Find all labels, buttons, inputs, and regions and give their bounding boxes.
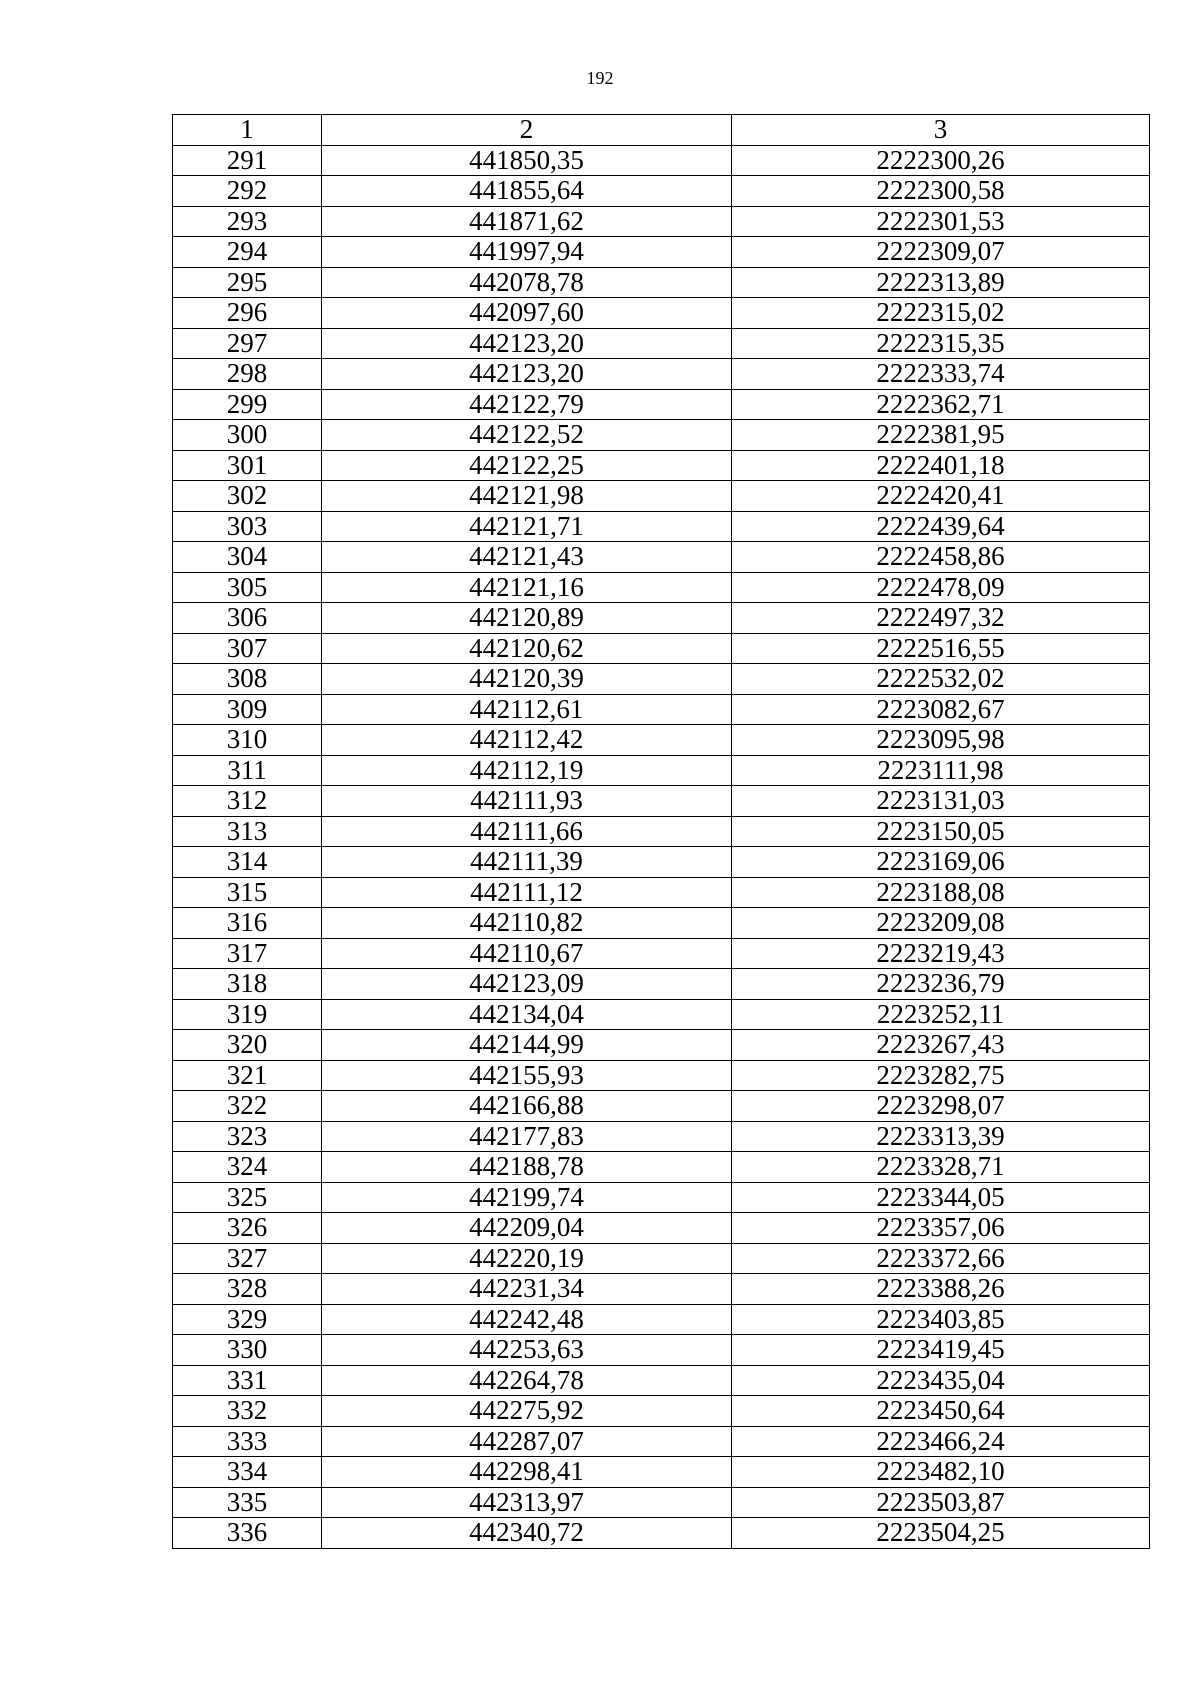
coordinate-x-cell: 442110,67 xyxy=(322,938,732,969)
point-number-cell: 298 xyxy=(173,359,322,390)
table-row xyxy=(173,1152,1150,1183)
table-row xyxy=(173,1426,1150,1457)
point-number-cell: 327 xyxy=(173,1243,322,1274)
table-row xyxy=(173,267,1150,298)
coordinate-x-cell: 442134,04 xyxy=(322,999,732,1030)
page-number: 192 xyxy=(586,68,614,88)
coordinate-x-cell: 442166,88 xyxy=(322,1091,732,1122)
table-row xyxy=(173,908,1150,939)
point-number-cell: 293 xyxy=(173,206,322,237)
table-row xyxy=(173,1091,1150,1122)
table-row xyxy=(173,1182,1150,1213)
coordinate-y-cell: 2223435,04 xyxy=(732,1365,1150,1396)
table-row xyxy=(173,1243,1150,1274)
coordinate-x-cell: 442120,89 xyxy=(322,603,732,634)
coordinate-y-cell: 2223131,03 xyxy=(732,786,1150,817)
table-row xyxy=(173,1213,1150,1244)
point-number-cell: 324 xyxy=(173,1152,322,1183)
coordinate-x-cell: 442144,99 xyxy=(322,1030,732,1061)
coordinate-x-cell: 442112,19 xyxy=(322,755,732,786)
point-number-cell: 323 xyxy=(173,1121,322,1152)
coordinate-x-cell: 442121,98 xyxy=(322,481,732,512)
table-row xyxy=(173,389,1150,420)
coordinate-y-cell: 2222381,95 xyxy=(732,420,1150,451)
point-number-cell: 330 xyxy=(173,1335,322,1366)
point-number-cell: 317 xyxy=(173,938,322,969)
point-number-cell: 316 xyxy=(173,908,322,939)
coordinate-x-cell: 442209,04 xyxy=(322,1213,732,1244)
coordinate-x-cell: 442122,79 xyxy=(322,389,732,420)
point-number-cell: 313 xyxy=(173,816,322,847)
point-number-cell: 332 xyxy=(173,1396,322,1427)
point-number-cell: 326 xyxy=(173,1213,322,1244)
coordinate-x-cell: 442242,48 xyxy=(322,1304,732,1335)
point-number-cell: 306 xyxy=(173,603,322,634)
coordinate-y-cell: 2223095,98 xyxy=(732,725,1150,756)
coordinate-x-cell: 442123,20 xyxy=(322,328,732,359)
coordinate-y-cell: 2223313,39 xyxy=(732,1121,1150,1152)
coordinate-y-cell: 2223344,05 xyxy=(732,1182,1150,1213)
point-number-cell: 310 xyxy=(173,725,322,756)
table-row xyxy=(173,1365,1150,1396)
coordinate-y-cell: 2223403,85 xyxy=(732,1304,1150,1335)
table-row xyxy=(173,1060,1150,1091)
table-row xyxy=(173,328,1150,359)
point-number-cell: 296 xyxy=(173,298,322,329)
coordinate-x-cell: 442220,19 xyxy=(322,1243,732,1274)
point-number-cell: 328 xyxy=(173,1274,322,1305)
table-row xyxy=(173,969,1150,1000)
coordinate-y-cell: 2223188,08 xyxy=(732,877,1150,908)
coordinate-x-cell: 442298,41 xyxy=(322,1457,732,1488)
coordinate-x-cell: 442121,16 xyxy=(322,572,732,603)
table-row xyxy=(173,999,1150,1030)
table-row xyxy=(173,1518,1150,1549)
table-row xyxy=(173,542,1150,573)
coordinate-y-cell: 2223503,87 xyxy=(732,1487,1150,1518)
coordinate-y-cell: 2222532,02 xyxy=(732,664,1150,695)
point-number-cell: 299 xyxy=(173,389,322,420)
coordinate-x-cell: 442287,07 xyxy=(322,1426,732,1457)
table-row xyxy=(173,938,1150,969)
coordinate-x-cell: 442275,92 xyxy=(322,1396,732,1427)
point-number-cell: 334 xyxy=(173,1457,322,1488)
table-row xyxy=(173,176,1150,207)
table-row xyxy=(173,1457,1150,1488)
point-number-cell: 335 xyxy=(173,1487,322,1518)
coordinate-x-cell: 442111,39 xyxy=(322,847,732,878)
coordinate-y-cell: 2222516,55 xyxy=(732,633,1150,664)
coordinate-x-cell: 442253,63 xyxy=(322,1335,732,1366)
coordinate-x-cell: 442122,52 xyxy=(322,420,732,451)
table-row xyxy=(173,755,1150,786)
point-number-cell: 292 xyxy=(173,176,322,207)
table-row xyxy=(173,1030,1150,1061)
point-number-cell: 294 xyxy=(173,237,322,268)
coordinate-y-cell: 2223419,45 xyxy=(732,1335,1150,1366)
coordinate-y-cell: 2222300,58 xyxy=(732,176,1150,207)
coordinate-y-cell: 2223466,24 xyxy=(732,1426,1150,1457)
coordinate-y-cell: 2223236,79 xyxy=(732,969,1150,1000)
coordinate-x-cell: 442188,78 xyxy=(322,1152,732,1183)
coordinate-y-cell: 2223267,43 xyxy=(732,1030,1150,1061)
point-number-cell: 291 xyxy=(173,145,322,176)
coordinate-y-cell: 2222315,35 xyxy=(732,328,1150,359)
coordinate-x-cell: 442121,43 xyxy=(322,542,732,573)
coordinate-y-cell: 2222401,18 xyxy=(732,450,1150,481)
point-number-cell: 308 xyxy=(173,664,322,695)
point-number-cell: 325 xyxy=(173,1182,322,1213)
coordinate-x-cell: 442231,34 xyxy=(322,1274,732,1305)
table-row xyxy=(173,450,1150,481)
point-number-cell: 320 xyxy=(173,1030,322,1061)
coordinate-y-cell: 2223298,07 xyxy=(732,1091,1150,1122)
coordinate-x-cell: 442097,60 xyxy=(322,298,732,329)
coordinate-y-cell: 2223357,06 xyxy=(732,1213,1150,1244)
coordinate-x-cell: 442123,09 xyxy=(322,969,732,1000)
point-number-cell: 315 xyxy=(173,877,322,908)
table-row xyxy=(173,1121,1150,1152)
point-number-cell: 305 xyxy=(173,572,322,603)
coordinate-x-cell: 441850,35 xyxy=(322,145,732,176)
coordinate-x-cell: 442340,72 xyxy=(322,1518,732,1549)
table-body xyxy=(173,145,1150,1548)
coordinate-y-cell: 2223372,66 xyxy=(732,1243,1150,1274)
coordinate-y-cell: 2223082,67 xyxy=(732,694,1150,725)
coordinate-y-cell: 2223388,26 xyxy=(732,1274,1150,1305)
coordinate-y-cell: 2222301,53 xyxy=(732,206,1150,237)
coordinate-y-cell: 2222420,41 xyxy=(732,481,1150,512)
coordinate-x-cell: 442110,82 xyxy=(322,908,732,939)
table-row xyxy=(173,298,1150,329)
coordinate-x-cell: 441855,64 xyxy=(322,176,732,207)
point-number-cell: 302 xyxy=(173,481,322,512)
table-row xyxy=(173,633,1150,664)
coordinate-y-cell: 2222478,09 xyxy=(732,572,1150,603)
point-number-cell: 321 xyxy=(173,1060,322,1091)
point-number-cell: 336 xyxy=(173,1518,322,1549)
coordinate-y-cell: 2222497,32 xyxy=(732,603,1150,634)
point-number-cell: 331 xyxy=(173,1365,322,1396)
coordinate-y-cell: 2223209,08 xyxy=(732,908,1150,939)
table-row xyxy=(173,572,1150,603)
point-number-cell: 295 xyxy=(173,267,322,298)
point-number-cell: 304 xyxy=(173,542,322,573)
coordinate-y-cell: 2223219,43 xyxy=(732,938,1150,969)
coordinate-x-cell: 442120,39 xyxy=(322,664,732,695)
table-row xyxy=(173,206,1150,237)
table-row xyxy=(173,359,1150,390)
coordinate-y-cell: 2223252,11 xyxy=(732,999,1150,1030)
table-row xyxy=(173,816,1150,847)
header-row xyxy=(173,115,1150,146)
coordinate-y-cell: 2222439,64 xyxy=(732,511,1150,542)
point-number-cell: 300 xyxy=(173,420,322,451)
point-number-cell: 297 xyxy=(173,328,322,359)
table-row xyxy=(173,1396,1150,1427)
coordinate-y-cell: 2222458,86 xyxy=(732,542,1150,573)
coordinate-x-cell: 442264,78 xyxy=(322,1365,732,1396)
coordinate-x-cell: 442111,12 xyxy=(322,877,732,908)
coordinate-x-cell: 442121,71 xyxy=(322,511,732,542)
coordinate-y-cell: 2223282,75 xyxy=(732,1060,1150,1091)
coordinate-x-cell: 442122,25 xyxy=(322,450,732,481)
table-row xyxy=(173,511,1150,542)
point-number-cell: 309 xyxy=(173,694,322,725)
point-number-cell: 318 xyxy=(173,969,322,1000)
table-row xyxy=(173,664,1150,695)
coordinate-x-cell: 441871,62 xyxy=(322,206,732,237)
coordinate-table xyxy=(172,114,1150,1549)
coordinate-y-cell: 2222313,89 xyxy=(732,267,1150,298)
coordinate-y-cell: 2223111,98 xyxy=(732,755,1150,786)
point-number-cell: 303 xyxy=(173,511,322,542)
point-number-cell: 312 xyxy=(173,786,322,817)
point-number-cell: 319 xyxy=(173,999,322,1030)
table-header xyxy=(173,115,1150,146)
point-number-cell: 329 xyxy=(173,1304,322,1335)
coordinate-x-cell: 442123,20 xyxy=(322,359,732,390)
point-number-cell: 307 xyxy=(173,633,322,664)
point-number-cell: 301 xyxy=(173,450,322,481)
table-row xyxy=(173,603,1150,634)
coordinate-x-cell: 442313,97 xyxy=(322,1487,732,1518)
table-row xyxy=(173,1274,1150,1305)
column-header-3: 3 xyxy=(732,115,1150,146)
point-number-cell: 311 xyxy=(173,755,322,786)
point-number-cell: 314 xyxy=(173,847,322,878)
table-row xyxy=(173,877,1150,908)
coordinate-x-cell: 442111,93 xyxy=(322,786,732,817)
coordinate-x-cell: 442120,62 xyxy=(322,633,732,664)
coordinate-x-cell: 442112,42 xyxy=(322,725,732,756)
table-row xyxy=(173,1487,1150,1518)
coordinate-y-cell: 2222362,71 xyxy=(732,389,1150,420)
coordinate-y-cell: 2223482,10 xyxy=(732,1457,1150,1488)
coordinate-x-cell: 442112,61 xyxy=(322,694,732,725)
coordinate-y-cell: 2222300,26 xyxy=(732,145,1150,176)
point-number-cell: 322 xyxy=(173,1091,322,1122)
coordinate-y-cell: 2223328,71 xyxy=(732,1152,1150,1183)
point-number-cell: 333 xyxy=(173,1426,322,1457)
table-row xyxy=(173,847,1150,878)
coordinate-x-cell: 442177,83 xyxy=(322,1121,732,1152)
coordinate-y-cell: 2223169,06 xyxy=(732,847,1150,878)
coordinate-y-cell: 2223150,05 xyxy=(732,816,1150,847)
coordinate-x-cell: 442199,74 xyxy=(322,1182,732,1213)
table-row xyxy=(173,420,1150,451)
table-row xyxy=(173,145,1150,176)
table-row xyxy=(173,725,1150,756)
table-row xyxy=(173,694,1150,725)
coordinate-y-cell: 2222315,02 xyxy=(732,298,1150,329)
coordinate-y-cell: 2222309,07 xyxy=(732,237,1150,268)
table-row xyxy=(173,1335,1150,1366)
coordinate-y-cell: 2222333,74 xyxy=(732,359,1150,390)
coordinate-y-cell: 2223450,64 xyxy=(732,1396,1150,1427)
coordinate-x-cell: 442111,66 xyxy=(322,816,732,847)
column-header-2: 2 xyxy=(322,115,732,146)
table-row xyxy=(173,786,1150,817)
table-row xyxy=(173,1304,1150,1335)
column-header-1: 1 xyxy=(173,115,322,146)
coordinate-x-cell: 442078,78 xyxy=(322,267,732,298)
table-row xyxy=(173,237,1150,268)
table-row xyxy=(173,481,1150,512)
coordinate-x-cell: 442155,93 xyxy=(322,1060,732,1091)
coordinate-y-cell: 2223504,25 xyxy=(732,1518,1150,1549)
coordinate-x-cell: 441997,94 xyxy=(322,237,732,268)
